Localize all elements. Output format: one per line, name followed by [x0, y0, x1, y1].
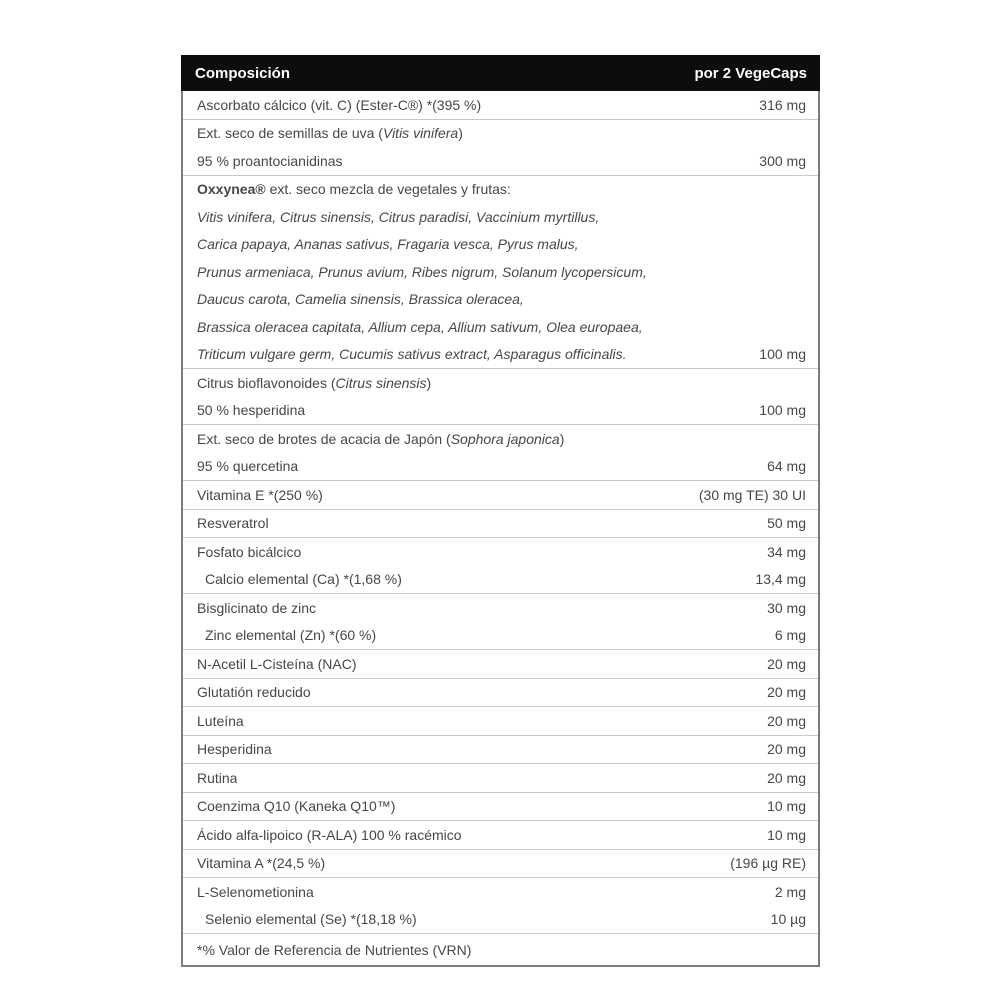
table-line [183, 176, 818, 204]
ingredient-amount: 10 mg [767, 826, 806, 843]
ingredient-name: Resveratrol [197, 515, 269, 532]
ingredient-name: Fosfato bicálcico [197, 543, 302, 560]
ingredient-name: Glutatión reducido [197, 684, 311, 701]
table-line [183, 453, 818, 481]
table-line [183, 397, 818, 425]
ingredient-amount: 13,4 mg [755, 571, 806, 588]
ingredient-name: Prunus armeniaca, Prunus avium, Ribes nigrum, Solanum lycopersicum, [197, 263, 647, 280]
table-row [183, 649, 818, 678]
table-line [183, 793, 818, 821]
footnote-row [183, 933, 818, 965]
table-header [181, 55, 820, 91]
table-row [183, 678, 818, 707]
table-main [181, 91, 820, 967]
table-line [183, 736, 818, 764]
ingredient-name: N-Acetil L-Cisteína (NAC) [197, 655, 357, 672]
ingredient-amount: 20 mg [767, 712, 806, 729]
table-line [183, 425, 818, 453]
ingredient-name: Ascorbato cálcico (vit. C) (Ester-C®) *(395 %) [197, 96, 482, 113]
table-line [183, 203, 818, 231]
table-row [183, 849, 818, 878]
ingredient-amount: 10 µg [770, 911, 806, 928]
footnote-text: *% Valor de Referencia de Nutrientes (VRN) [197, 941, 472, 958]
ingredient-name: Luteína [197, 712, 244, 729]
table-line [183, 231, 818, 259]
ingredient-name: Ext. seco de brotes de acacia de Japón (Sophora japonica) [197, 430, 565, 447]
ingredient-amount: 100 mg [759, 346, 806, 363]
serving-size: por 2 VegeCaps [694, 64, 807, 82]
table-row [183, 877, 818, 933]
ingredient-name: Vitamina E *(250 %) [197, 486, 323, 503]
ingredient-amount: 6 mg [774, 627, 806, 644]
ingredient-amount: 300 mg [759, 152, 806, 169]
ingredient-name: L-Selenometionina [197, 883, 314, 900]
ingredient-amount: 20 mg [767, 769, 806, 786]
ingredient-name: Bisglicinato de zinc [197, 599, 317, 616]
table-line [183, 906, 818, 934]
table-row [183, 480, 818, 509]
table-line [183, 481, 818, 509]
ingredient-amount: 100 mg [759, 402, 806, 419]
table-line [183, 850, 818, 878]
table-row [183, 593, 818, 649]
table-line [183, 764, 818, 792]
ingredient-amount: 20 mg [767, 741, 806, 758]
table-row [183, 175, 818, 369]
table-line [183, 147, 818, 175]
table-body [183, 91, 818, 933]
table-row [183, 820, 818, 849]
ingredient-amount: 20 mg [767, 655, 806, 672]
ingredient-name: Ext. seco de semillas de uva (Vitis vinifera) [197, 125, 463, 142]
ingredient-name: Citrus bioflavonoides (Citrus sinensis) [197, 374, 432, 391]
ingredient-amount: 2 mg [774, 883, 806, 900]
ingredient-name: Calcio elemental (Ca) *(1,68 %) [205, 571, 402, 588]
ingredient-name: Triticum vulgare germ, Cucumis sativus extract, Asparagus officinalis. [197, 346, 627, 363]
ingredient-name: 50 % hesperidina [197, 402, 306, 419]
table-row [183, 792, 818, 821]
ingredient-name: Vitamina A *(24,5 %) [197, 855, 326, 872]
table-line [183, 510, 818, 538]
table-row [183, 509, 818, 538]
table-row [183, 368, 818, 424]
ingredient-name: 95 % quercetina [197, 458, 299, 475]
table-line [183, 120, 818, 148]
table-line [183, 594, 818, 622]
table-line [183, 566, 818, 594]
table-line [183, 538, 818, 566]
ingredient-name: Selenio elemental (Se) *(18,18 %) [205, 911, 417, 928]
ingredient-name: Brassica oleracea capitata, Allium cepa, Allium sativum, Olea europaea, [197, 318, 643, 335]
ingredient-name: Rutina [197, 769, 238, 786]
table-title: Composición [195, 64, 291, 82]
composition-table [181, 55, 820, 967]
table-row [183, 735, 818, 764]
ingredient-name: Coenzima Q10 (Kaneka Q10™) [197, 798, 396, 815]
table-line [183, 622, 818, 650]
ingredient-amount: (30 mg TE) 30 UI [698, 486, 806, 503]
table-row [183, 91, 818, 119]
ingredient-amount: 64 mg [767, 458, 806, 475]
ingredient-amount: 20 mg [767, 684, 806, 701]
table-row [183, 424, 818, 480]
table-line [183, 91, 818, 119]
table-row [183, 706, 818, 735]
ingredient-name: Ácido alfa-lipoico (R-ALA) 100 % racémico [197, 826, 462, 843]
table-line [183, 650, 818, 678]
ingredient-amount: 10 mg [767, 798, 806, 815]
table-line [183, 341, 818, 369]
table-line [183, 313, 818, 341]
table-row [183, 119, 818, 175]
ingredient-amount: 50 mg [767, 515, 806, 532]
table-row [183, 763, 818, 792]
ingredient-name: Oxxynea® ext. seco mezcla de vegetales y frutas: [197, 181, 511, 198]
table-row [183, 537, 818, 593]
table-line [183, 286, 818, 314]
ingredient-name: Zinc elemental (Zn) *(60 %) [205, 627, 377, 644]
ingredient-amount: (196 µg RE) [730, 855, 806, 872]
ingredient-amount: 34 mg [767, 543, 806, 560]
table-line [183, 707, 818, 735]
ingredient-name: Vitis vinifera, Citrus sinensis, Citrus paradisi, Vaccinium myrtillus, [197, 208, 600, 225]
ingredient-name: Daucus carota, Camelia sinensis, Brassica oleracea, [197, 291, 524, 308]
table-line [183, 258, 818, 286]
table-line [183, 679, 818, 707]
ingredient-amount: 316 mg [759, 96, 806, 113]
table-line [183, 878, 818, 906]
ingredient-name: Hesperidina [197, 741, 272, 758]
ingredient-name: Carica papaya, Ananas sativus, Fragaria vesca, Pyrus malus, [197, 236, 579, 253]
ingredient-amount: 30 mg [767, 599, 806, 616]
table-line [183, 369, 818, 397]
ingredient-name: 95 % proantocianidinas [197, 152, 343, 169]
table-line [183, 821, 818, 849]
